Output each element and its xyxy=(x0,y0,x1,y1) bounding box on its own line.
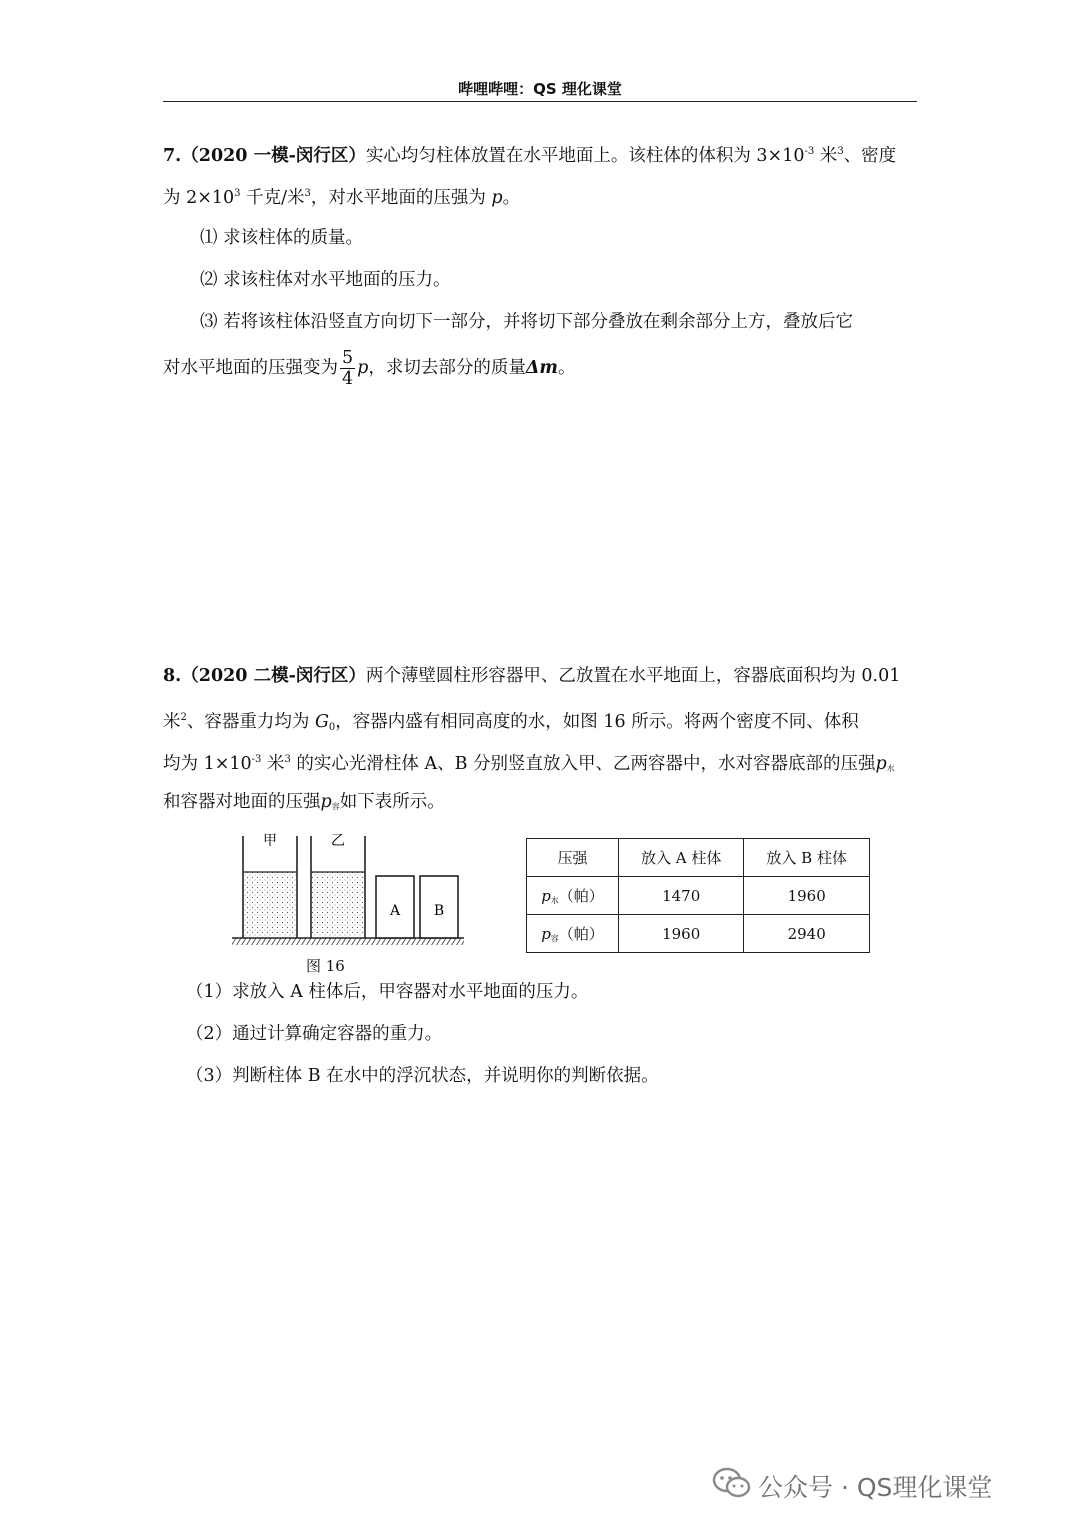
q8-line2-b: 、容器重力均为 xyxy=(186,712,315,732)
q8-line3-exp: -3 xyxy=(251,754,262,765)
q8-line3-c: 的实心光滑柱体 A、B 分别竖直放入甲、乙两容器中，水对容器底部的压强 xyxy=(290,754,876,774)
table-header-row xyxy=(527,839,870,877)
q8-line2-c: ，容器内盛有相同高度的水，如图 16 所示。将两个密度不同、体积 xyxy=(335,712,859,732)
q7-part3-a: 对水平地面的压强变为 xyxy=(163,358,338,378)
table-header-cell: 放入 B 柱体 xyxy=(744,839,870,877)
q8-g-symbol: G xyxy=(314,712,329,732)
q7-p-symbol: p xyxy=(491,188,503,208)
table-row-label xyxy=(527,877,619,915)
fraction-5-4 xyxy=(340,348,355,389)
q7-stem-b-exp: 3 xyxy=(837,146,844,157)
table-row xyxy=(527,877,870,915)
q7-line2-a: 为 2×10 xyxy=(163,188,235,208)
q8-line2-a-exp: 2 xyxy=(180,712,187,723)
pressure-table xyxy=(526,838,870,953)
q8-part-3: （3）判断柱体 B 在水中的浮沉状态，并说明你的判断依据。 xyxy=(186,1066,659,1086)
q7-line2-b: 千克/米 xyxy=(240,188,305,208)
table-header-cell: 放入 A 柱体 xyxy=(619,839,744,877)
q7-line2-b-exp: 3 xyxy=(304,188,311,199)
figure-caption: 图 16 xyxy=(306,957,345,975)
q8-source: （2020 二模-闵行区） xyxy=(181,666,366,686)
q8-line-4 xyxy=(163,790,917,819)
table-cell: 1470 xyxy=(619,877,744,915)
label-yi: 乙 xyxy=(331,833,345,849)
row-unit: （帕） xyxy=(558,887,604,905)
q8-p-cont-symbol: p xyxy=(320,792,332,812)
q8-p-water-sub: 水 xyxy=(886,764,895,773)
q8-part-1: （1）求放入 A 柱体后，甲容器对水平地面的压力。 xyxy=(186,982,589,1002)
table-cell: 1960 xyxy=(619,915,744,953)
q7-period: 。 xyxy=(502,188,521,208)
row-symbol: p xyxy=(541,925,551,943)
q8-p-cont-sub: 容 xyxy=(331,802,340,811)
q7-stem-c: 、密度 xyxy=(843,146,897,166)
q7-part-2: ⑵ 求该柱体对水平地面的压力。 xyxy=(200,270,451,290)
q7-p-symbol-2: p xyxy=(357,358,369,378)
q8-line2-a: 米 xyxy=(163,712,181,732)
q8-line-1 xyxy=(163,664,917,688)
row-symbol-sub: 水 xyxy=(550,896,559,905)
block-b-label: B xyxy=(433,903,445,919)
q8-number: 8. xyxy=(163,666,182,686)
q8-line3-b-exp: 3 xyxy=(284,754,291,765)
q7-part-3: ⑶ 若将该柱体沿竖直方向切下一部分，并将切下部分叠放在剩余部分上方，叠放后它 xyxy=(200,312,854,332)
q7-part-1: ⑴ 求该柱体的质量。 xyxy=(200,228,364,248)
q8-line4-b: 如下表所示。 xyxy=(339,792,445,812)
q7-dens-exp: 3 xyxy=(234,188,241,199)
q7-source: （2020 一模-闵行区） xyxy=(181,146,366,166)
table-header-cell: 压强 xyxy=(527,839,619,877)
q7-line-2 xyxy=(163,182,917,210)
table-row-label xyxy=(527,915,619,953)
q7-delta-m: Δm xyxy=(525,358,558,378)
wechat-icon xyxy=(712,1466,752,1500)
q8-line-2 xyxy=(163,706,917,740)
q8-line-3 xyxy=(163,748,917,781)
water-yi xyxy=(311,872,365,938)
q7-line-1 xyxy=(163,140,917,168)
row-symbol: p xyxy=(541,887,551,905)
q7-part3-b: ，求切去部分的质量 xyxy=(368,358,526,378)
block-a-label: A xyxy=(389,903,401,919)
header-rule xyxy=(163,101,917,102)
q7-number: 7. xyxy=(163,146,182,166)
table-cell: 2940 xyxy=(744,915,870,953)
label-jia: 甲 xyxy=(263,833,277,849)
q7-part-3-line-2 xyxy=(163,346,917,390)
row-symbol-sub: 容 xyxy=(550,934,559,943)
table-row xyxy=(527,915,870,953)
q7-vol-exp: -3 xyxy=(804,146,815,157)
water-jia xyxy=(243,872,297,938)
q8-line4-a: 和容器对地面的压强 xyxy=(163,792,321,812)
q8-line3-a: 均为 1×10 xyxy=(163,754,252,774)
q8-line3-b: 米 xyxy=(261,754,285,774)
q8-line1-text: 两个薄壁圆柱形容器甲、乙放置在水平地面上，容器底面积均为 0.01 xyxy=(365,666,901,686)
q7-stem-a: 实心均匀柱体放置在水平地面上。该柱体的体积为 3×10 xyxy=(365,146,805,166)
q7-line2-c: ，对水平地面的压强为 xyxy=(310,188,492,208)
fraction-denominator: 4 xyxy=(342,369,354,389)
q8-g-sub: 0 xyxy=(328,722,336,733)
q7-stem-b: 米 xyxy=(814,146,838,166)
page-header-title: 哔哩哔哩：QS 理化课堂 xyxy=(458,80,622,98)
fraction-numerator: 5 xyxy=(342,348,354,368)
row-unit: （帕） xyxy=(558,925,604,943)
q8-part-2: （2）通过计算确定容器的重力。 xyxy=(186,1024,443,1044)
figure-16-diagram xyxy=(226,826,466,948)
ground-hatching xyxy=(232,938,464,945)
watermark-text: 公众号 · QS理化课堂 xyxy=(758,1473,993,1502)
table-cell: 1960 xyxy=(744,877,870,915)
q7-part3-end: 。 xyxy=(557,358,576,378)
q8-p-water-symbol: p xyxy=(875,754,887,774)
